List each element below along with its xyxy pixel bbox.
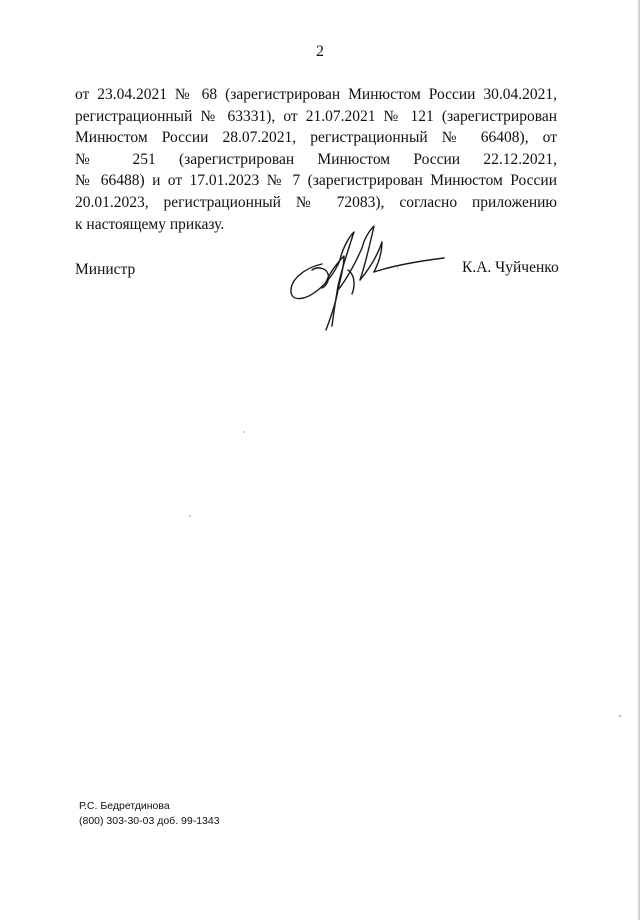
handwritten-signature <box>282 210 450 338</box>
paragraph-line: регистрационный № 63331), от 21.07.2021 № 121 (зарегистрирован <box>75 107 557 125</box>
paragraph-line: № 251 (зарегистрирован Минюстом России 22.12.2021, <box>75 150 557 168</box>
paragraph-line: к настоящему приказу. <box>75 215 225 233</box>
paragraph-line: № 66488) и от 17.01.2023 № 7 (зарегистрирован Минюстом России <box>75 172 557 190</box>
executor-name: Р.С. Бедретдинова <box>79 800 170 812</box>
paragraph-line: 20.01.2023, регистрационный № 72083), согласно приложению <box>75 193 557 211</box>
executor-block <box>79 799 220 829</box>
paragraph-line: Минюстом России 28.07.2021, регистрационный № 66408), от <box>75 129 557 147</box>
position-label: Министр <box>75 261 136 278</box>
page-number: 2 <box>316 43 324 60</box>
paragraph-line: от 23.04.2021 № 68 (зарегистрирован Минюстом России 30.04.2021, <box>75 86 557 103</box>
executor-phone: (800) 303-30-03 доб. 99-1343 <box>79 815 220 827</box>
signatory-name: К.А. Чуйченко <box>462 259 559 276</box>
